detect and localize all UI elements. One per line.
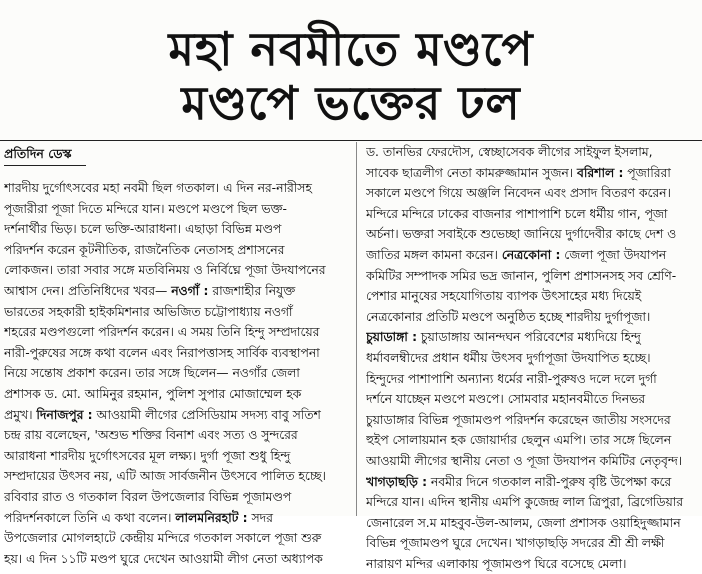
text-segment: আরাধনা শারদীয় দুর্গোৎসবের মূল লক্ষ্য। দুর্গা পূজা শুধু হিন্দু (4, 448, 291, 463)
location-label: দিনাজপুর : (36, 407, 93, 422)
text-segment: নিয়ে সন্তোষ প্রকাশ করেন। তার সঙ্গে ছিলেন— নওগাঁর জেলা (4, 366, 300, 381)
text-segment: নবমীর দিনে গতকাল নারী-পুরুষ বৃষ্টি উপেক্ষা করে (427, 474, 672, 489)
text-line (4, 281, 350, 302)
text-line (366, 451, 696, 472)
text-segment: সকালে মণ্ডপে গিয়ে অঞ্জলি নিবেদন এবং প্রসাদ বিতরণ করেন। (366, 186, 671, 201)
text-line (4, 260, 350, 281)
text-segment: শহরের মণ্ডপগুলো পরিদর্শন করেন। এ সময় তিনি হিন্দু সম্প্রদায়ের (4, 325, 320, 340)
text-segment: জেলা পূজা উদযাপন (560, 247, 667, 262)
text-segment: কমিটির সম্পাদক সমির ভদ্র জানান, পুলিশ প্রশাসনসহ সব শ্রেণি- (366, 268, 677, 283)
text-segment: অর্চনা। ভক্তরা সবাইকে শুভেচ্ছা জানিয়ে দুর্গাদেবীর কাছে দেশ ও (366, 227, 677, 242)
text-line (366, 224, 696, 245)
text-segment: আওয়ামী লীগের স্থানীয় নেতা ও পূজা উদযাপন কমিটির নেতৃবৃন্দ। (366, 453, 683, 468)
location-label: চুয়াডাঙ্গা : (366, 330, 417, 345)
text-segment: পরিদর্শনকালে তিনি এ কথা বলেন। (4, 510, 176, 525)
text-line (366, 245, 696, 266)
text-segment: শারদীয় দুর্গোৎসবের মহা নবমী ছিল গতকাল। এ দিন নর-নারীসহ (4, 181, 312, 195)
text-line (4, 302, 350, 323)
text-line (366, 389, 696, 410)
text-segment: দর্শনে যাচ্ছেন মণ্ডপে মণ্ডপে। সোমবার মহানবমীতে দিনভর (366, 392, 646, 407)
text-segment: হিন্দুদের পাশাপাশি অন্যান্য ধর্মের নারী-পুরুষও দলে দলে দুর্গা (366, 371, 657, 386)
text-segment: হুইপ সোলায়মান হক জোয়ার্দার ছেলুন এমপি। তার সঙ্গে ছিলেন (366, 433, 672, 448)
text-segment: লোকজন। তারা সবার সঙ্গে মতবিনিময় ও নির্বিঘ্নে পূজা উদযাপনের (4, 263, 326, 278)
text-line (366, 430, 696, 451)
text-line (4, 466, 350, 487)
text-segment: হয়। এ দিন ১১টি মণ্ডপ ঘুরে দেখেন আওয়ামী লীগ নেতা অধ্যাপক (4, 551, 323, 566)
text-line (4, 425, 350, 446)
text-line (366, 369, 696, 390)
text-segment: প্রমুখ। (4, 407, 37, 422)
text-line (4, 487, 350, 508)
headline-line-1: মহা নবমীতে মণ্ডপে (168, 22, 534, 76)
text-line (4, 528, 350, 549)
location-label: নওগাঁ : (171, 283, 209, 298)
text-line (4, 384, 350, 405)
text-segment: রবিবার রাত ও গতকাল বিরল উপজেলার বিভিন্ন পূজামণ্ডপ (4, 489, 292, 504)
text-line (366, 142, 696, 163)
text-line (366, 492, 696, 513)
text-line (366, 286, 696, 307)
location-label: নেত্রকোনা : (501, 247, 561, 262)
text-segment: নারায়ণ মন্দির এলাকায় পূজামণ্ডপ ঘিরে বসেছে মেলা। (366, 556, 627, 571)
text-line (4, 219, 350, 240)
location-label: বরিশাল : (577, 165, 624, 180)
text-segment: মন্দিরে যান। এদিন স্থানীয় এমপি কুজেন্দ্র লাল ত্রিপুরা, ব্রিগেডিয়ার (366, 495, 684, 510)
text-line (366, 554, 696, 574)
headline-line-2: মণ্ডপে ভক্তের ঢল (181, 76, 521, 130)
location-label: খাগড়াছড়ি : (366, 474, 427, 489)
text-segment: ড. তানভির ফেরদৌস, স্বেচ্ছাসেবক লীগের সাইফুল ইসলাম, (366, 145, 653, 159)
text-segment: চুয়াডাঙ্গার বিভিন্ন পূজামণ্ডপ পরিদর্শন করেছেন জাতীয় সংসদের (366, 412, 671, 427)
text-segment: বিভিন্ন পূজামণ্ডপ ঘুরে দেখেন। খাগড়াছড়ি সদরের শ্রী শ্রী লক্ষী (366, 536, 665, 551)
article-column-right (366, 142, 696, 574)
text-segment: ধর্মাবলম্বীদের প্রধান ধর্মীয় উৎসব দুর্গাপূজা উদযাপিত হচ্ছে। (366, 350, 651, 365)
text-line (366, 307, 696, 328)
text-line (4, 322, 350, 343)
text-segment: মন্দিরে মন্দিরে ঢাকের বাজনার পাশাপাশি চলে ধর্মীয় গান, পূজা (366, 206, 668, 221)
text-segment: রাজশাহীর নিযুক্ত (208, 283, 296, 298)
text-line (366, 327, 696, 348)
text-segment: জেনারেল স.ম মাহবুব-উল-আলম, জেলা প্রশাসক ওয়াহিদুজ্জামান (366, 515, 681, 530)
text-line (366, 163, 696, 184)
text-segment: সাবেক ছাত্রলীগ নেতা কামরুজ্জামান সুজন। (366, 165, 578, 180)
text-segment: চুয়াডাঙ্গায় আনন্দঘন পরিবেশের মধ্যদিয়ে হিন্দু (416, 330, 641, 345)
text-segment: সদর (247, 510, 273, 525)
text-segment: নেত্রকোনার প্রতিটি মণ্ডপে অনুষ্ঠিত হচ্ছে শারদীয় দুর্গাপূজা। (366, 309, 651, 324)
byline: প্রতিদিন ডেস্ক (4, 146, 72, 161)
text-segment: ভারতের সহকারী হাইকমিশনার অভিজিত চট্টোপাধ্যায় নওগাঁ (4, 304, 293, 319)
location-label: লালমনিরহাট : (175, 510, 248, 525)
text-segment: উপজেলার মোগলহাটে কেন্দ্রীয় মন্দিরে গতকাল সকালে পূজা শুরু (4, 531, 322, 546)
text-segment: পূজারিরা (623, 165, 671, 180)
headline (0, 0, 702, 140)
text-line (4, 549, 350, 570)
text-segment: আওয়ামী লীগের প্রেসিডিয়াম সদস্য বাবু সতিশ (92, 407, 321, 422)
text-segment: প্রশাসক ড. মো. আমিনুর রহমান, পুলিশ সুপার মোজাম্মেল হক (4, 386, 302, 401)
text-segment: চন্দ্র রায় বলেছেন, 'অশুভ শক্তির বিনাশ এবং সত্য ও সুন্দরের (4, 428, 298, 443)
text-segment: পূজারীরা পূজা দিতে মন্দিরে যান। মণ্ডপে মণ্ডপে ছিল ভক্ত- (4, 201, 287, 216)
text-line (4, 363, 350, 384)
text-line (4, 446, 350, 467)
column-divider (356, 142, 357, 516)
text-segment: সম্প্রদায়ের উৎসব নয়, এটি আজ সার্বজনীন উৎসবে পালিত হচ্ছে। (4, 469, 326, 484)
text-line (366, 348, 696, 369)
text-line (4, 178, 350, 199)
text-line (366, 410, 696, 431)
text-segment: নারী-পুরুষের সঙ্গে কথা বলেন এবং নিরাপত্তাসহ সার্বিক ব্যবস্থাপনা (4, 345, 320, 360)
text-line (366, 204, 696, 225)
text-segment: জাতির মঙ্গল কামনা করেন। (366, 247, 502, 262)
text-line (366, 266, 696, 287)
byline-underline (4, 165, 86, 166)
text-segment: আশ্বাস দেন। প্রতিনিধিদের খবর— (4, 283, 172, 298)
text-line (4, 508, 350, 529)
text-line (366, 533, 696, 554)
text-line (366, 183, 696, 204)
text-line (4, 199, 350, 220)
text-segment: পরিদর্শন করেন কূটনীতিক, রাজনৈতিক নেতাসহ প্রশাসনের (4, 242, 285, 257)
article-column-left (4, 178, 350, 569)
text-segment: পেশার মানুষের সহযোগিতায় ব্যাপক উৎসাহের মধ্য দিয়েই (366, 289, 642, 304)
text-line (4, 343, 350, 364)
headline-rule (0, 140, 702, 141)
text-line (4, 405, 350, 426)
text-line (366, 472, 696, 493)
text-line (4, 240, 350, 261)
text-segment: দর্শনার্থীর ভিড়। চলে ভক্তি-আরাধনা। এছাড়া বিভিন্ন মণ্ডপ (4, 222, 282, 237)
